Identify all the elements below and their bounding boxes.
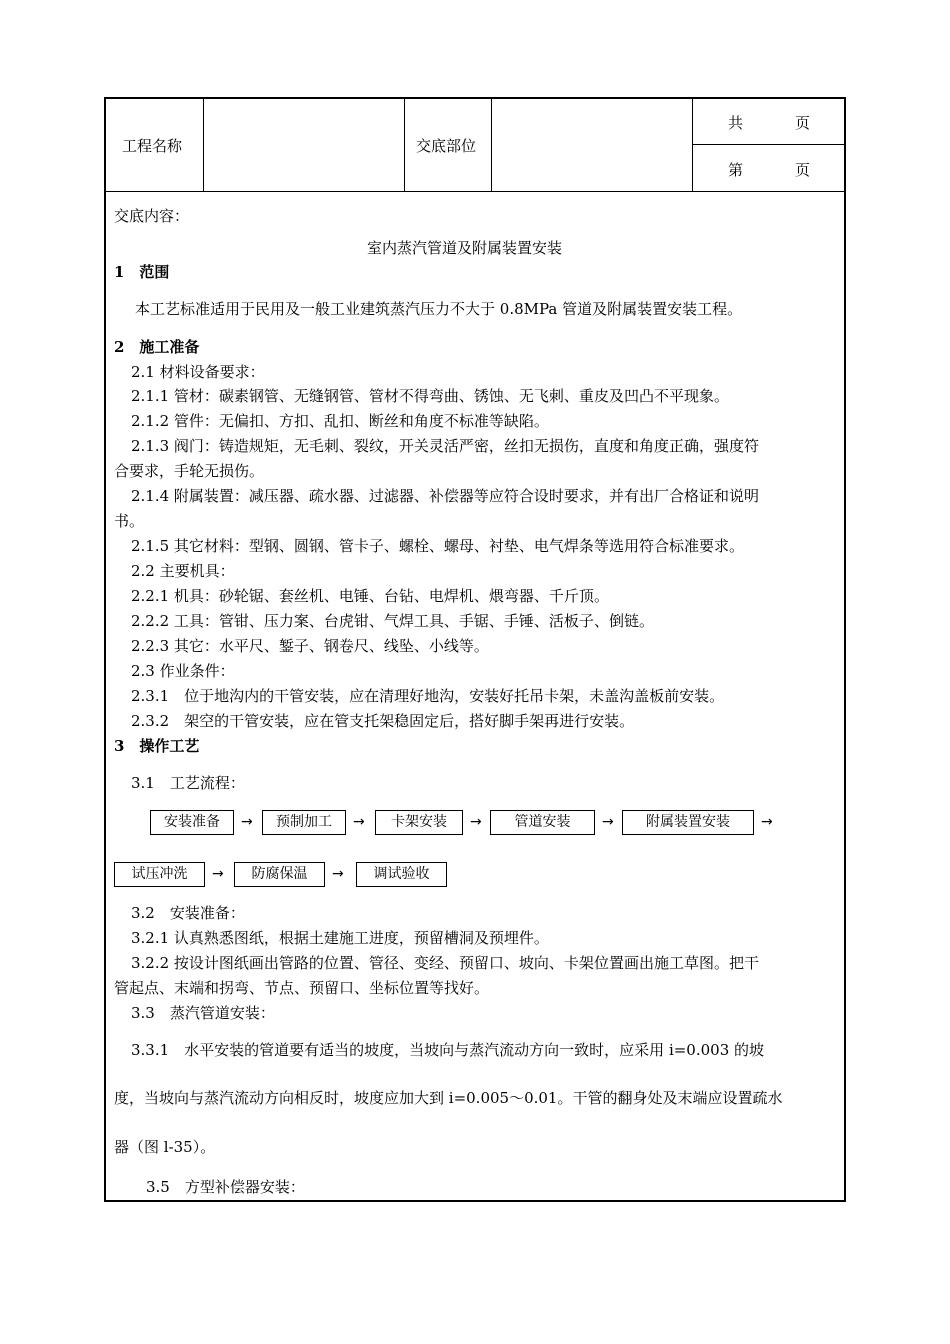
flow-step-anticorrosion: 防腐保温 [234,862,325,887]
header-bottom-line [105,191,845,192]
flow-step-commissioning: 调试验收 [356,862,447,887]
section-3-2-1: 3.2.1 认真熟悉图纸，根据土建施工进度，预留槽洞及预埋件。 [131,929,549,947]
section-2-3: 2.3 作业条件： [131,662,235,680]
section-2-2-2: 2.2.2 工具：管钳、压力案、台虎钳、气焊工具、手锯、手锤、活板子、倒链。 [131,612,654,630]
content-label: 交底内容： [114,207,190,225]
section-2-heading: 2 施工准备 [114,338,200,356]
header-divider-2 [404,98,405,191]
location-label: 交底部位 [416,137,477,155]
header-divider-1 [203,98,204,191]
section-2-1-5: 2.1.5 其它材料：型钢、圆钢、管卡子、螺栓、螺母、衬垫、电气焊条等选用符合标准要求。 [131,537,744,555]
section-2-3-2: 2.3.2 架空的干管安装，应在管支托架稳固定后，搭好脚手架再进行安装。 [131,712,635,730]
section-3-5: 3.5 方型补偿器安装： [146,1178,305,1196]
page-number-label: 第 [728,161,744,179]
section-2-1-1: 2.1.1 管材：碳素钢管、无缝钢管、管材不得弯曲、锈蚀、无飞刺、重皮及凹凸不平现象。 [131,387,729,405]
section-2-1-4-line2: 书。 [114,512,145,530]
section-3-2: 3.2 安装准备： [131,904,245,922]
section-1-heading: 1 范围 [114,263,170,281]
section-3-2-2-line2: 管起点、末端和拐弯、节点、预留口、坐标位置等找好。 [114,979,490,997]
total-pages-unit: 页 [795,114,811,132]
section-2-3-1: 2.3.1 位于地沟内的干管安装，应在清理好地沟，安装好托吊卡架，未盖沟盖板前安装。 [131,687,725,705]
section-2-1-3-line1: 2.1.3 阀门：铸造规矩，无毛刺、裂纹，开关灵活严密，丝扣无损伤，直度和角度正确，强度符 [131,437,759,455]
section-2-2-3: 2.2.3 其它：水平尺、錾子、钢卷尺、线坠、小线等。 [131,637,489,655]
flow-step-install-prep: 安装准备 [150,810,234,835]
section-3-3-1-line2: 度，当坡向与蒸汽流动方向相反时，坡度应加大到 i=0.005～0.01。干管的翻身处及末端应设置疏水 [114,1089,783,1107]
flow-arrow: → [212,866,224,882]
project-name-label: 工程名称 [122,137,183,155]
flow-arrow: → [761,814,773,830]
total-pages-label: 共 [728,114,744,132]
flow-arrow: → [602,814,614,830]
flow-arrow: → [241,814,253,830]
document-title: 室内蒸汽管道及附属装置安装 [367,239,563,257]
section-3-3-1-line1: 3.3.1 水平安装的管道要有适当的坡度，当坡向与蒸汽流动方向一致时，应采用 i=0.003 的坡 [131,1041,765,1059]
header-page-divider [692,144,845,145]
section-2-1-3-line2: 合要求，手轮无损伤。 [114,462,265,480]
section-3-2-2-line1: 3.2.2 按设计图纸画出管路的位置、管径、变经、预留口、坡向、卡架位置画出施工草图。把干 [131,954,759,972]
section-3-3-1-line3: 器（图 l-35）。 [114,1138,216,1156]
section-1-text: 本工艺标准适用于民用及一般工业建筑蒸汽压力不大于 0.8MPa 管道及附属装置安装工程。 [135,300,743,318]
section-2-2: 2.2 主要机具： [131,562,235,580]
header-divider-3 [491,98,492,191]
page-number-unit: 页 [795,161,811,179]
flow-step-prefabrication: 预制加工 [262,810,346,835]
section-2-1-2: 2.1.2 管件：无偏扣、方扣、乱扣、断丝和角度不标准等缺陷。 [131,412,549,430]
flow-arrow: → [470,814,482,830]
flow-step-accessory-install: 附属装置安装 [622,810,754,835]
flow-step-pipe-install: 管道安装 [490,810,595,835]
section-3-heading: 3 操作工艺 [114,737,200,755]
section-2-2-1: 2.2.1 机具：砂轮锯、套丝机、电锤、台钻、电焊机、煨弯器、千斤顶。 [131,587,609,605]
section-3-3: 3.3 蒸汽管道安装： [131,1004,275,1022]
section-2-1-4-line1: 2.1.4 附属装置：减压器、疏水器、过滤器、补偿器等应符合设时要求，并有出厂合格证和说明 [131,487,759,505]
section-2-1: 2.1 材料设备要求： [131,363,265,381]
flow-step-bracket-install: 卡架安装 [375,810,463,835]
flow-step-pressure-test: 试压冲洗 [114,862,205,887]
section-3-1: 3.1 工艺流程： [131,774,245,792]
flow-arrow: → [353,814,365,830]
flow-arrow: → [332,866,344,882]
